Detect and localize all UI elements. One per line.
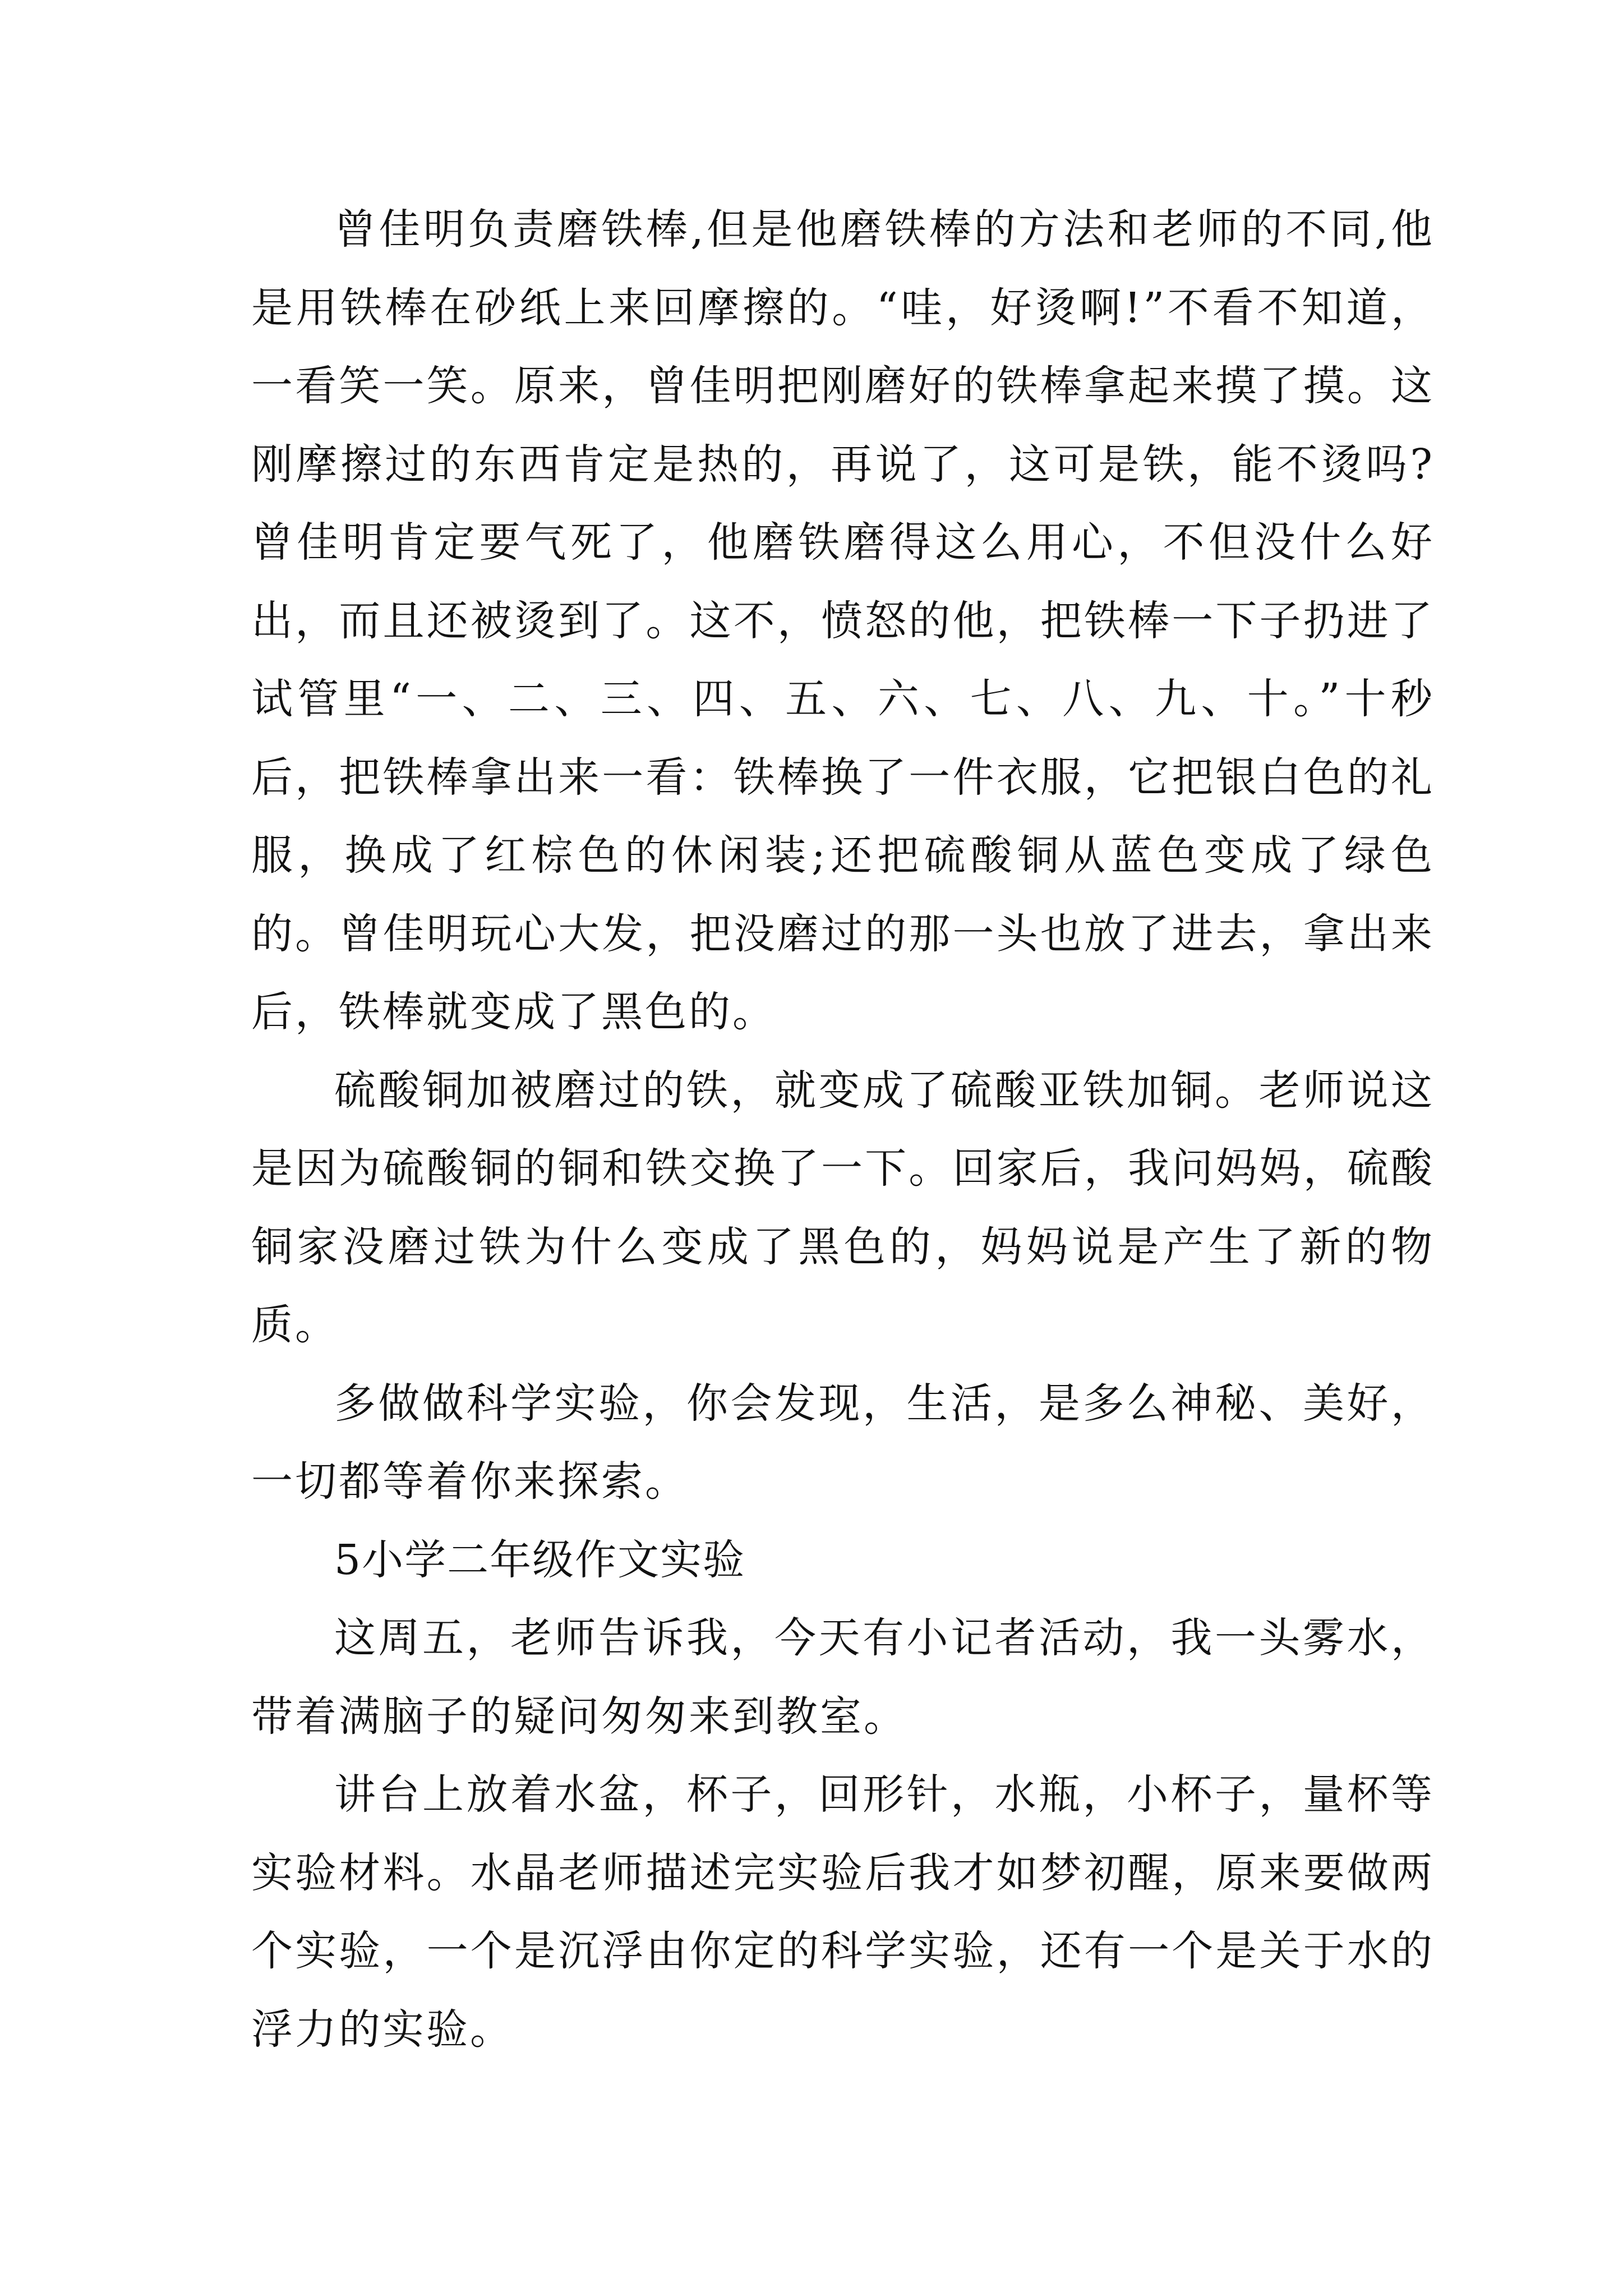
section-heading: 5小学二年级作文实验 (334, 1535, 746, 1584)
paragraph-friday: 这周五，老师告诉我，今天有小记者活动，我一头雾水，带着满脑子的疑问匆匆来到教室。 (251, 1614, 1435, 1741)
paragraph-iron-rod: 曾佳明负责磨铁棒,但是他磨铁棒的方法和老师的不同,他是用铁棒在砂纸上来回摩擦的。“哇，好烫啊!”不看不知道，一看笑一笑。原来，曾佳明把刚磨好的铁棒拿起来摸了摸。这刚摩擦过的东西肯定是热的，再说了，这可是铁，能不烫吗?曾佳明肯定要气死了，他磨铁磨得这么用心，不但没什么好出，而且还被烫到了。这不，愤怒的他，把铁棒一下子扔进了试管里“一、二、三、四、五、六、七、八、九、十。”十秒后，把铁棒拿出来一看：铁棒换了一件衣服，它把银白色的礼服，换成了红棕色的休闲装;还把硫酸铜从蓝色变成了绿色的。曾佳明玩心大发，把没磨过的那一头也放了进去，拿出来后，铁棒就变成了黑色的。 (251, 205, 1435, 1036)
paragraph-conclusion: 多做做科学实验，你会发现，生活，是多么神秘、美好，一切都等着你来探索。 (251, 1379, 1435, 1506)
paragraph-materials: 讲台上放着水盆，杯子，回形针，水瓶，小杯子，量杯等实验材料。水晶老师描述完实验后我才如梦初醒，原来要做两个实验，一个是沉浮由你定的科学实验，还有一个是关于水的浮力的实验。 (251, 1770, 1435, 2054)
document-body (251, 191, 1435, 2069)
paragraph-copper-sulfate: 硫酸铜加被磨过的铁，就变成了硫酸亚铁加铜。老师说这是因为硫酸铜的铜和铁交换了一下。回家后，我问妈妈，硫酸铜家没磨过铁为什么变成了黑色的，妈妈说是产生了新的物质。 (251, 1066, 1435, 1349)
